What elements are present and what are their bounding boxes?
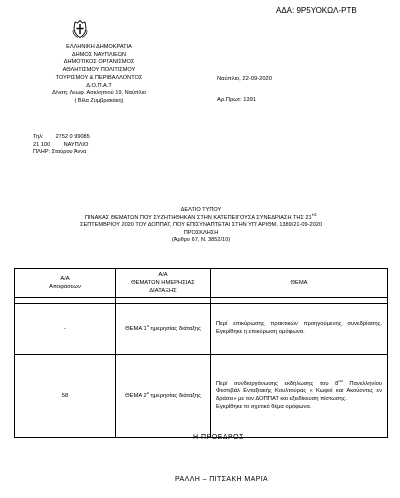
- country-name: ΕΛΛΗΝΙΚΗ ΔΗΜΟΚΡΑΤΙΑ: [66, 44, 132, 50]
- document-meta: [217, 75, 272, 116]
- organization-line-3: ΤΟΥΡΙΣΜΟΥ & ΠΕΡΙΒΑΛΛΟΝΤΟΣ: [55, 74, 143, 81]
- header-decision-no-line2: Αποφάσεων: [49, 284, 81, 290]
- title-line-2: [20, 211, 382, 223]
- title-line-5: (Άρθρο 67, Ν. 3852/10): [171, 237, 231, 243]
- issuer-header: [34, 44, 164, 106]
- organization-line-2: ΑΘΛΗΤΙΣΜΟΥ ΠΟΛΙΤΙΣΜΟΥ: [62, 67, 136, 74]
- place-date: Ναύπλιο, 22-09-2020: [217, 76, 272, 82]
- agenda-item-sup: ο: [146, 389, 149, 395]
- phone-row: [33, 134, 90, 142]
- agenda-item-suffix: ημερησίας διάταξης: [148, 392, 201, 399]
- subject-description-sup: ου: [338, 377, 343, 383]
- header-decision-no-line1: Α/Α: [60, 276, 70, 282]
- address: Δ/νση: Λεωφ. Ασκληπιού 19, Ναύπλιο: [52, 90, 146, 97]
- phone-label: Τηλ:: [33, 134, 44, 140]
- phone-number: 2752 0 99085: [55, 134, 90, 140]
- signatory-name: ΡΑΛΛΗ – ΠΙΤΣΑΚΗ ΜΑΡΙΑ: [175, 476, 269, 483]
- press-release-title: ΔΕΛΤΙΟ ΤΥΠΟΥ: [180, 207, 222, 213]
- header-agenda-no: [116, 269, 211, 298]
- header-decision-no: [15, 269, 116, 298]
- subject-description-result: Εγκρίθηκε το σχετικό θέμα ομόφωνα.: [216, 403, 312, 410]
- agenda-item-prefix: ΘΕΜΑ 1: [125, 325, 147, 332]
- agenda-item: [116, 355, 211, 438]
- contact-block: [33, 134, 90, 157]
- title-line-2-text: ΠΙΝΑΚΑΣ ΘΕΜΑΤΩΝ ΠΟΥ ΣΥΖΗΤΗΘΗΚΑΝ ΣΤΗΝ ΚΑΤΕΠΕΙΓΟΥΣΑ ΣΥΝΕΔΡΙΑΣΗ ΤΗΣ 21: [84, 214, 312, 221]
- agenda-item-suffix: ημερησίας διάταξης: [148, 325, 201, 332]
- subject-description-part2: Πανελληνίου Φεστιβάλ Ενταξιακής Κουλτούρας « Κωφοί και Ακούοντες εν δράσει» με τον ΔΟΠΠΑΤ και εξειδίκευση πίστωσης.: [216, 380, 383, 402]
- header-agenda-no-line1: Α/Α: [158, 272, 168, 278]
- info-contact: ΠΛΗΡ: Σταύρου Άννα: [33, 149, 87, 156]
- document-title: [20, 207, 382, 245]
- postal-row: [33, 142, 90, 150]
- title-line-4: ΠΡΟΣΚΛΗΣΗ: [183, 229, 219, 236]
- subject-description: Περί επικύρωσης πρακτικών προηγούμενης συνεδρίασης. Εγκρίθηκε η επικύρωση ομόφωνα.: [211, 304, 388, 355]
- greek-coat-of-arms-icon: [72, 20, 88, 38]
- municipality-name: ΔΗΜΟΣ ΝΑΥΠΛΙΕΩΝ: [71, 51, 127, 58]
- header-agenda-no-line2: ΘΕΜΑΤΩΝ ΗΜΕΡΗΣΙΑΣ ΔΙΑΤΑΞΗΣ: [131, 280, 195, 294]
- signatory-role: Η ΠΡΟΕΔΡΟΣ: [193, 434, 244, 441]
- organization-acronym: Δ.Ο.Π.Α.Τ: [86, 82, 112, 89]
- address-note: ( Βίλα Ζυμβρακάκη): [74, 97, 124, 104]
- agenda-item-prefix: ΘΕΜΑ 2: [125, 392, 147, 399]
- ada-code: ΑΔΑ: 9Ρ5ΥΟΚΩΛ-ΡΤΒ: [276, 6, 357, 15]
- table-row: [15, 355, 388, 438]
- title-line-3: ΣΕΠΤΕΜΒΡΙΟΥ 2020 ΤΟΥ ΔΟΠΠΑΤ, ΠΟΥ ΕΠΙΣΥΝΑΠΤΕΤΑΙ ΣΤΗΝ ΥΠ' ΑΡΙΘΜ. 1389/21-09-2020: [80, 222, 322, 228]
- subject-description-part1: Περί συνδιοργάνωσης εκδήλωσης του 8: [216, 380, 339, 387]
- city: ΝΑΥΠΛΙΟ: [63, 141, 89, 148]
- title-line-2-sup: ΗΣ: [311, 211, 318, 217]
- decision-number: 58: [15, 355, 116, 438]
- table-row: [15, 304, 388, 355]
- postal-code: 21 100: [33, 141, 51, 148]
- subject-description: [211, 355, 388, 438]
- header-subject: ΘΕΜΑ: [211, 269, 388, 298]
- decision-number: -: [15, 304, 116, 355]
- organization-line-1: ΔΗΜΟΤΙΚΟΣ ΟΡΓΑΝΙΣΜΟΣ: [63, 59, 135, 66]
- protocol-number: Αρ.Πρωτ: 1391: [217, 96, 257, 103]
- agenda-item-sup: ο: [146, 322, 149, 328]
- table-header-row: [15, 269, 388, 298]
- agenda-item: [116, 304, 211, 355]
- agenda-table: [14, 268, 388, 438]
